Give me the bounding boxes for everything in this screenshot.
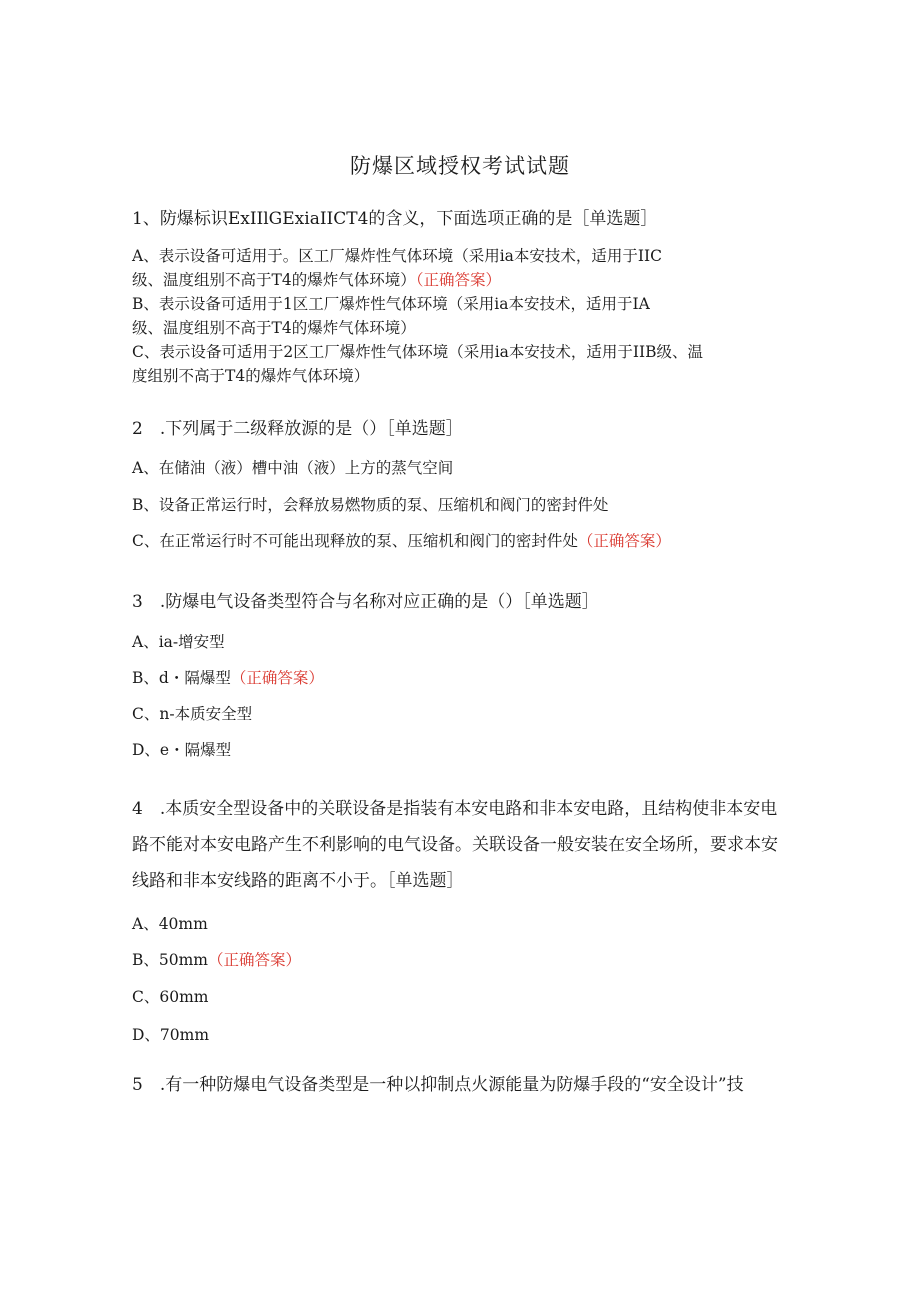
question-2-option-a: A、在储油（液）槽中油（液）上方的蒸气空间 (132, 459, 454, 477)
option-text: B、d・隔爆型 (132, 669, 231, 687)
question-1-option-c-line-1: C、表示设备可适用于2区工厂爆炸性气体环境（采用ia本安技术，适用于IIB级、温 (132, 343, 704, 361)
question-1-option-c-line-2: 度组别不高于T4的爆炸气体环境） (132, 367, 370, 385)
correct-answer-mark: （正确答案） (415, 271, 501, 289)
question-2-option-c (132, 529, 792, 553)
question-4-stem (132, 791, 792, 899)
question-2-stem: 2 .下列属于二级释放源的是（）［单选题］ (132, 419, 463, 439)
correct-answer-mark: （正确答案） (577, 532, 671, 550)
question-1-option-b-line-2: 级、温度组别不高于T4的爆炸气体环境） (132, 319, 416, 337)
question-1-option-b-line-1: B、表示设备可适用于1区工厂爆炸性气体环境（采用ia本安技术，适用于IA (132, 295, 650, 313)
correct-answer-mark: （正确答案） (208, 951, 302, 969)
question-2-option-b: B、设备正常运行时，会释放易燃物质的泵、压缩机和阀门的密封件处 (132, 496, 609, 514)
question-3-option-c: C、n-本质安全型 (132, 705, 253, 723)
question-4-option-b (132, 948, 792, 972)
correct-answer-mark: （正确答案） (230, 669, 324, 687)
document-title: 防爆区域授权考试试题 (350, 154, 570, 178)
question-1-option-a-line-2 (132, 268, 792, 292)
option-text: B、50mm (132, 951, 209, 969)
option-text: 级、温度组别不高于T4的爆炸气体环境） (132, 271, 416, 289)
question-1-option-a-line-1: A、表示设备可适用于。区工厂爆炸性气体环境（采用ia本安技术，适用于IIC (132, 247, 662, 265)
question-4-option-d: D、70mm (132, 1026, 210, 1044)
question-5-stem: 5 .有一种防爆电气设备类型是一种以抑制点火源能量为防爆手段的“安全设计”技 (132, 1075, 744, 1095)
question-4-option-a: A、40mm (132, 915, 208, 933)
question-4-stem-line-2: 路不能对本安电路产生不利影响的电气设备。关联设备一般安装在安全场所，要求本安 (132, 835, 778, 855)
question-3-option-b (132, 666, 792, 690)
question-4-option-c: C、60mm (132, 988, 209, 1006)
question-1-stem: 1、防爆标识ExIIlGExiaIICT4的含义，下面选项正确的是［单选题］ (132, 209, 658, 229)
option-text: C、在正常运行时不可能出现释放的泵、压缩机和阀门的密封件处 (132, 532, 578, 550)
question-3-stem: 3 .防爆电气设备类型符合与名称对应正确的是（）［单选题］ (132, 592, 599, 612)
question-4-stem-line-3: 线路和非本安线路的距离不小于。［单选题］ (132, 871, 464, 891)
question-4-stem-line-1: 4 .本质安全型设备中的关联设备是指装有本安电路和非本安电路，且结构使非本安电 (132, 799, 778, 819)
question-3-option-d: D、e・隔爆型 (132, 741, 232, 759)
question-3-option-a: A、ia-增安型 (132, 633, 225, 651)
